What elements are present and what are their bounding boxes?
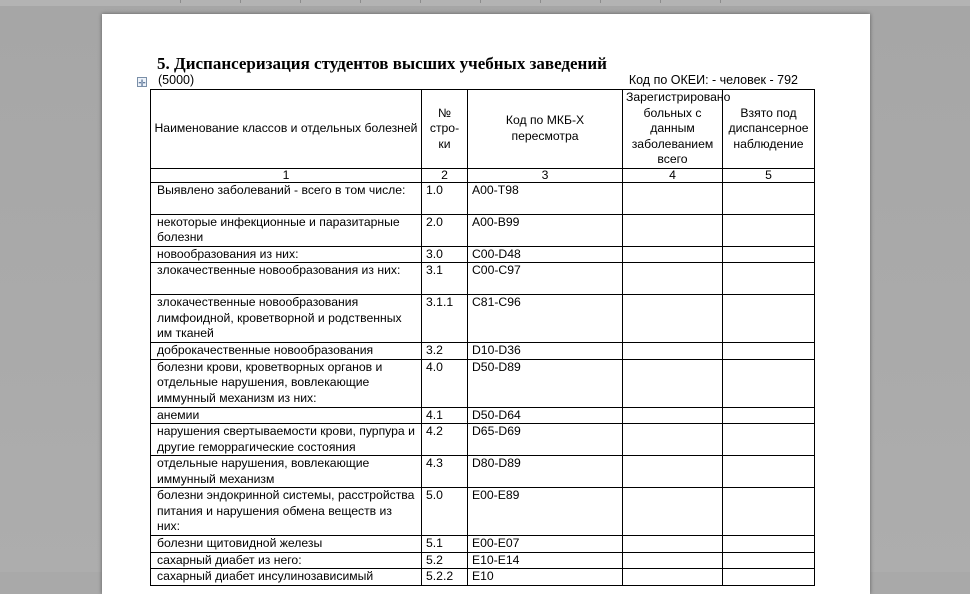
disease-name-cell[interactable]: болезни щитовидной железы	[151, 536, 422, 553]
disease-name-cell[interactable]: сахарный диабет из него:	[151, 552, 422, 569]
table-move-handle-icon[interactable]: ✛	[138, 78, 146, 88]
ruler-strip	[0, 0, 970, 6]
registered-cell[interactable]	[623, 263, 723, 295]
icd-code-cell[interactable]: C81-C96	[468, 295, 623, 343]
ruler-tick	[360, 0, 361, 3]
ruler-tick	[180, 0, 181, 3]
table-row	[151, 359, 815, 407]
icd-code-cell[interactable]: D65-D69	[468, 424, 623, 456]
column-number: 5	[723, 168, 815, 182]
table-row	[151, 488, 815, 536]
line-number-cell[interactable]: 5.1	[422, 536, 468, 553]
ruler-tick	[540, 0, 541, 3]
observed-cell[interactable]	[723, 569, 815, 586]
registered-cell[interactable]	[623, 488, 723, 536]
line-number-cell[interactable]: 5.0	[422, 488, 468, 536]
table-row	[151, 343, 815, 360]
dispensary-table	[150, 89, 815, 586]
line-number-cell[interactable]: 4.1	[422, 407, 468, 424]
ruler-tick	[240, 0, 241, 3]
table-row	[151, 569, 815, 586]
icd-code-cell[interactable]: D50-D89	[468, 359, 623, 407]
observed-cell[interactable]	[723, 359, 815, 407]
observed-cell[interactable]	[723, 263, 815, 295]
okei-code: Код по ОКЕИ: - человек - 792	[628, 73, 798, 87]
registered-cell[interactable]	[623, 343, 723, 360]
observed-cell[interactable]	[723, 295, 815, 343]
section-code: (5000)	[158, 73, 195, 87]
observed-cell[interactable]	[723, 246, 815, 263]
table-row	[151, 182, 815, 214]
icd-code-cell[interactable]: D80-D89	[468, 456, 623, 488]
header-disease-name: Наименование классов и отдельных болезней	[151, 90, 422, 169]
line-number-cell[interactable]: 3.1.1	[422, 295, 468, 343]
registered-cell[interactable]	[623, 246, 723, 263]
registered-cell[interactable]	[623, 456, 723, 488]
observed-cell[interactable]	[723, 552, 815, 569]
icd-code-cell[interactable]: E00-E07	[468, 536, 623, 553]
line-number-cell[interactable]: 1.0	[422, 182, 468, 214]
observed-cell[interactable]	[723, 536, 815, 553]
table-row	[151, 424, 815, 456]
disease-name-cell[interactable]: анемии	[151, 407, 422, 424]
document-page[interactable]	[102, 14, 870, 594]
column-number: 3	[468, 168, 623, 182]
disease-name-cell[interactable]: злокачественные новообразования лимфоидной, кроветворной и родственных им тканей	[151, 295, 422, 343]
icd-code-cell[interactable]: C00-C97	[468, 263, 623, 295]
header-icd-code: Код по МКБ-X пересмотра	[468, 90, 623, 169]
line-number-cell[interactable]: 4.3	[422, 456, 468, 488]
ruler-tick	[660, 0, 661, 3]
table-row	[151, 536, 815, 553]
registered-cell[interactable]	[623, 295, 723, 343]
registered-cell[interactable]	[623, 552, 723, 569]
disease-name-cell[interactable]: сахарный диабет инсулинозависимый	[151, 569, 422, 586]
registered-cell[interactable]	[623, 359, 723, 407]
table-row	[151, 456, 815, 488]
registered-cell[interactable]	[623, 569, 723, 586]
disease-name-cell[interactable]: некоторые инфекционные и паразитарные болезни	[151, 214, 422, 246]
disease-name-cell[interactable]: отдельные нарушения, вовлекающие иммунный механизм	[151, 456, 422, 488]
registered-cell[interactable]	[623, 407, 723, 424]
table-row	[151, 263, 815, 295]
document-title: 5. Диспансеризация студентов высших учебных заведений	[157, 54, 607, 73]
icd-code-cell[interactable]: C00-D48	[468, 246, 623, 263]
disease-name-cell[interactable]: злокачественные новообразования из них:	[151, 263, 422, 295]
line-number-cell[interactable]: 5.2	[422, 552, 468, 569]
observed-cell[interactable]	[723, 182, 815, 214]
line-number-cell[interactable]: 3.1	[422, 263, 468, 295]
icd-code-cell[interactable]: E10	[468, 569, 623, 586]
table-row	[151, 214, 815, 246]
icd-code-cell[interactable]: E00-E89	[468, 488, 623, 536]
disease-name-cell[interactable]: нарушения свертываемости крови, пурпура и другие геморрагические состояния	[151, 424, 422, 456]
observed-cell[interactable]	[723, 214, 815, 246]
line-number-cell[interactable]: 3.2	[422, 343, 468, 360]
registered-cell[interactable]	[623, 536, 723, 553]
disease-name-cell[interactable]: Выявлено заболеваний - всего в том числе:	[151, 182, 422, 214]
icd-code-cell[interactable]: D50-D64	[468, 407, 623, 424]
disease-name-cell[interactable]: болезни крови, кроветворных органов и отдельные нарушения, вовлекающие иммунный механизм из них:	[151, 359, 422, 407]
disease-name-cell[interactable]: доброкачественные новообразования	[151, 343, 422, 360]
column-number: 1	[151, 168, 422, 182]
observed-cell[interactable]	[723, 424, 815, 456]
column-number: 4	[623, 168, 723, 182]
header-registered: Зарегистрировано больных с данным заболеванием всего	[623, 90, 723, 169]
column-number: 2	[422, 168, 468, 182]
column-number-row	[151, 168, 815, 182]
header-row	[151, 90, 815, 169]
ruler-tick	[600, 0, 601, 3]
table-row	[151, 552, 815, 569]
registered-cell[interactable]	[623, 214, 723, 246]
observed-cell[interactable]	[723, 343, 815, 360]
line-number-cell[interactable]: 4.0	[422, 359, 468, 407]
ruler-tick	[720, 0, 721, 3]
icd-code-cell[interactable]: A00-B99	[468, 214, 623, 246]
table-row	[151, 295, 815, 343]
icd-code-cell[interactable]: D10-D36	[468, 343, 623, 360]
disease-name-cell[interactable]: новообразования из них:	[151, 246, 422, 263]
icd-code-cell[interactable]: E10-E14	[468, 552, 623, 569]
observed-cell[interactable]	[723, 456, 815, 488]
header-observed: Взято под диспансерное наблюдение	[723, 90, 815, 169]
observed-cell[interactable]	[723, 407, 815, 424]
observed-cell[interactable]	[723, 488, 815, 536]
line-number-cell[interactable]: 2.0	[422, 214, 468, 246]
table-row	[151, 246, 815, 263]
line-number-cell[interactable]: 4.2	[422, 424, 468, 456]
ruler-tick	[300, 0, 301, 3]
registered-cell[interactable]	[623, 182, 723, 214]
ruler-tick	[420, 0, 421, 3]
ruler-tick	[480, 0, 481, 3]
icd-code-cell[interactable]: A00-T98	[468, 182, 623, 214]
disease-name-cell[interactable]: болезни эндокринной системы, расстройства питания и нарушения обмена веществ из них:	[151, 488, 422, 536]
line-number-cell[interactable]: 5.2.2	[422, 569, 468, 586]
subtitle-line	[158, 73, 798, 89]
table-row	[151, 407, 815, 424]
registered-cell[interactable]	[623, 424, 723, 456]
header-line-number: № стро-ки	[422, 90, 468, 169]
line-number-cell[interactable]: 3.0	[422, 246, 468, 263]
